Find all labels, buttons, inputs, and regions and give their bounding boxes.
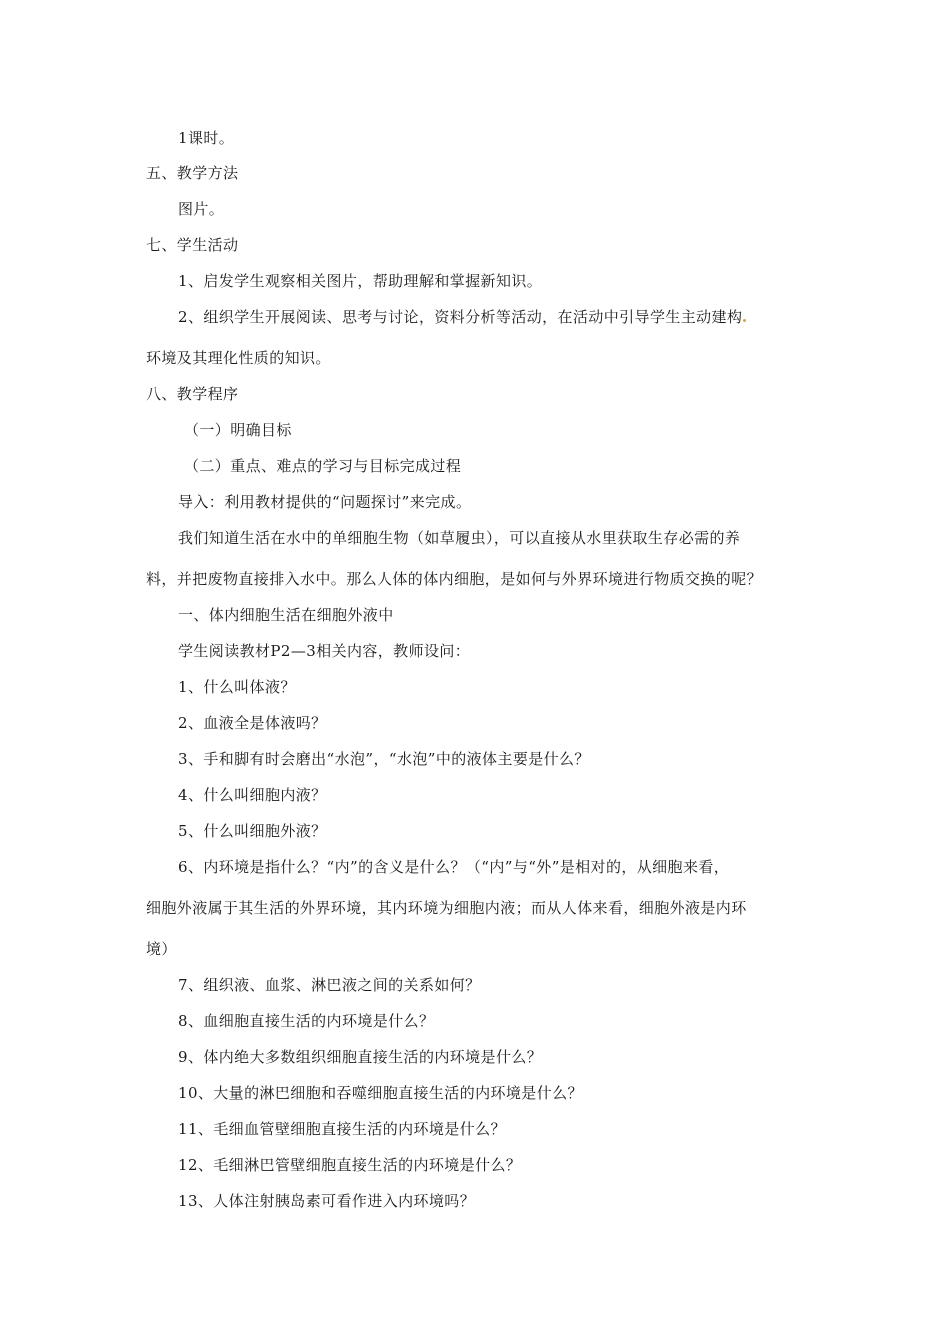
question-6-continued: 细胞外液属于其生活的外界环境，其内环境为细胞内液；而从人体来看，细胞外液是内环 — [146, 899, 747, 917]
question-6: 6、内环境是指什么？“内”的含义是什么？（“内”与“外”是相对的，从细胞来看， — [178, 858, 730, 876]
paragraph-single-cell: 我们知道生活在水中的单细胞生物（如草履虫），可以直接从水里获取生存必需的养 — [178, 529, 741, 547]
question-6-end: 境） — [146, 940, 177, 958]
activity-item-2-continued: 环境及其理化性质的知识。 — [146, 349, 331, 367]
annotation-mark — [743, 319, 746, 322]
subheading-key-points: （二）重点、难点的学习与目标完成过程 — [184, 457, 462, 475]
section-heading-extracellular-fluid: 一、体内细胞生活在细胞外液中 — [178, 606, 394, 624]
activity-item-1: 1、启发学生观察相关图片，帮助理解和掌握新知识。 — [178, 272, 543, 290]
question-4: 4、什么叫细胞内液？ — [178, 786, 327, 804]
question-9: 9、体内绝大多数组织细胞直接生活的内环境是什么？ — [178, 1048, 543, 1066]
heading-teaching-method: 五、教学方法 — [146, 164, 239, 182]
activity-item-2-text: 2、组织学生开展阅读、思考与讨论，资料分析等活动，在活动中引导学生主动建构 — [178, 308, 743, 326]
question-10: 10、大量的淋巴细胞和吞噬细胞直接生活的内环境是什么？ — [178, 1084, 583, 1102]
paragraph-class-hours: 1课时。 — [178, 129, 235, 147]
heading-student-activities: 七、学生活动 — [146, 236, 239, 254]
heading-teaching-procedure: 八、教学程序 — [146, 385, 239, 403]
question-1: 1、什么叫体液？ — [178, 678, 296, 696]
question-12: 12、毛细淋巴管壁细胞直接生活的内环境是什么？ — [178, 1156, 522, 1174]
question-2: 2、血液全是体液吗？ — [178, 714, 327, 732]
subheading-define-goals: （一）明确目标 — [184, 421, 292, 439]
paragraph-introduction: 导入：利用教材提供的“问题探讨”来完成。 — [178, 493, 472, 511]
paragraph-reading-assignment: 学生阅读教材P2—3相关内容，教师设问： — [178, 642, 471, 660]
question-5: 5、什么叫细胞外液？ — [178, 822, 327, 840]
activity-item-2 — [178, 307, 746, 327]
question-8: 8、血细胞直接生活的内环境是什么？ — [178, 1012, 435, 1030]
question-3: 3、手和脚有时会磨出“水泡”，“水泡”中的液体主要是什么？ — [178, 750, 590, 768]
paragraph-single-cell-continued: 料，并把废物直接排入水中。那么人体的体内细胞，是如何与外界环境进行物质交换的呢？ — [146, 570, 763, 588]
question-13: 13、人体注射胰岛素可看作进入内环境吗？ — [178, 1192, 476, 1210]
question-7: 7、组织液、血浆、淋巴液之间的关系如何？ — [178, 976, 481, 994]
question-11: 11、毛细血管壁细胞直接生活的内环境是什么？ — [178, 1120, 506, 1138]
paragraph-pictures: 图片。 — [178, 200, 225, 218]
